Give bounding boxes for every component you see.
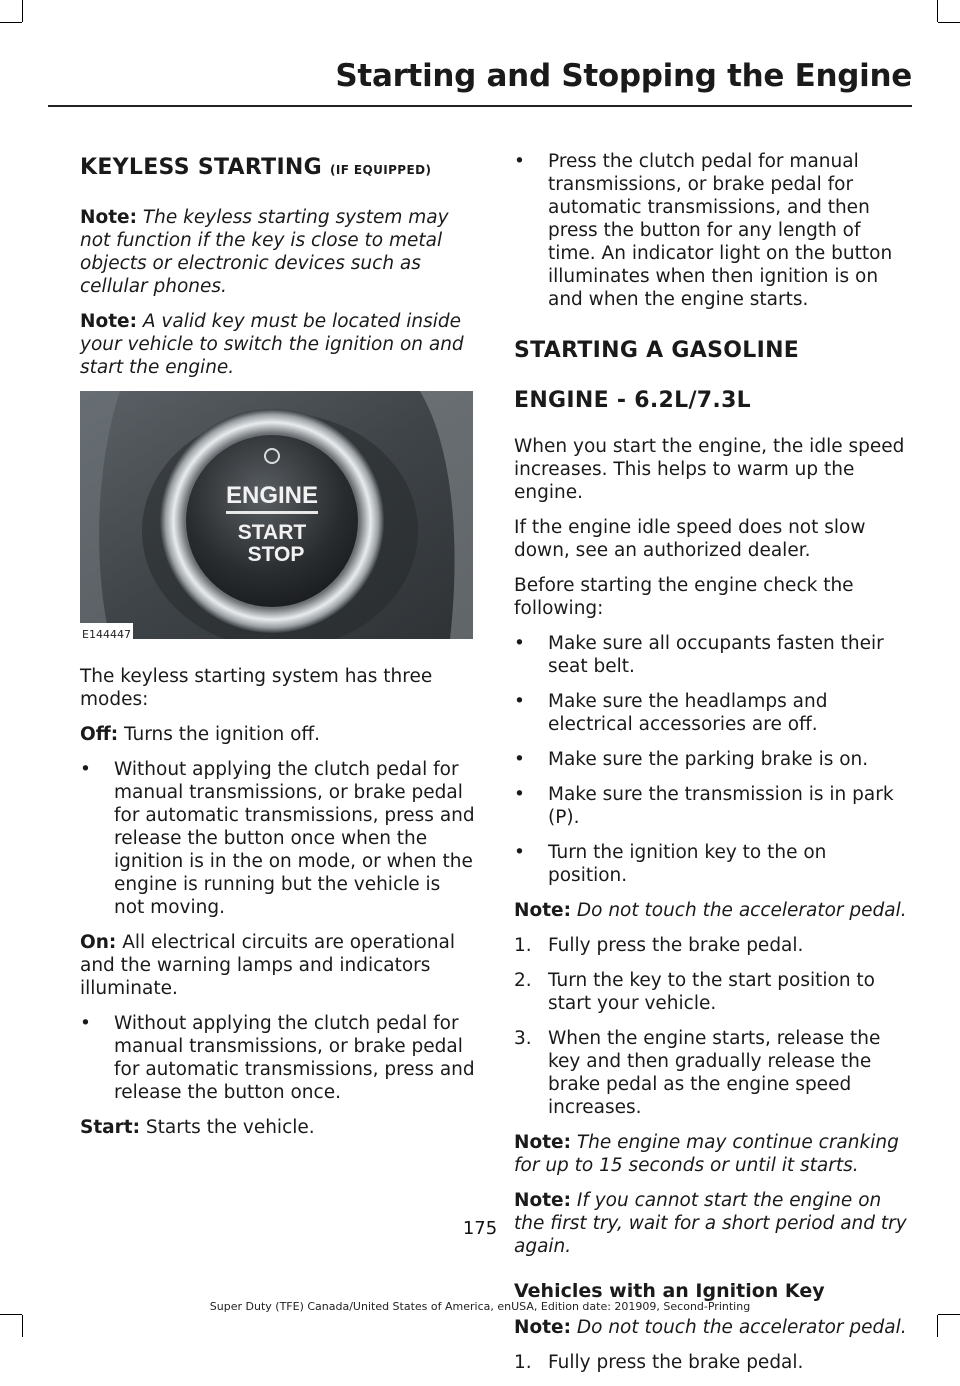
note-text: A valid key must be located inside your vehicle to switch the ignition on and start the engine.	[80, 311, 464, 378]
mode-off	[80, 723, 476, 746]
list-item: 3. When the engine starts, release the key and then gradually release the brake pedal as the engine speed increases.	[514, 1028, 881, 1118]
list-item: • Without applying the clutch pedal for manual transmissions, or brake pedal for automatic transmissions, press and release the button once.	[80, 1013, 475, 1103]
mode-label: Off:	[80, 724, 119, 745]
list-item: • Make sure the headlamps and electrical accessories are off.	[514, 691, 828, 735]
button-label-start: START	[237, 521, 307, 544]
list-item: 2. Turn the key to the start position to start your vehicle.	[514, 970, 876, 1014]
note-text: The keyless starting system may not function if the key is close to metal objects or electronic devices such as cellular phones.	[80, 207, 449, 297]
crop-mark	[938, 1314, 960, 1315]
paragraph: When you start the engine, the idle speed increases. This helps to warm up the engine.	[514, 436, 905, 503]
list-item: 1. Fully press the brake pedal.	[514, 1352, 804, 1373]
page-title: Starting and Stopping the Engine	[335, 58, 912, 94]
crop-mark	[0, 1314, 22, 1315]
note-paragraph	[80, 206, 476, 298]
left-column	[80, 150, 476, 1151]
check-list	[514, 632, 910, 887]
button-label-stop: STOP	[247, 543, 305, 566]
section-heading-gasoline: STARTING A GASOLINE ENGINE - 6.2L/7.3L	[514, 338, 800, 413]
mode-text: All electrical circuits are operational and the warning lamps and indicators illuminate.	[80, 932, 456, 999]
footer-text: Super Duty (TFE) Canada/United States of America, enUSA, Edition date: 201909, Second-Printing	[209, 1300, 751, 1313]
list-item: • Turn the ignition key to the on position.	[514, 842, 827, 886]
on-bullets	[80, 1012, 476, 1104]
crop-mark	[22, 0, 23, 22]
header-rule	[48, 105, 912, 107]
start-button-illustration	[80, 391, 473, 639]
off-bullets	[80, 758, 476, 919]
mode-label: Start:	[80, 1117, 141, 1138]
section-heading-keyless	[80, 150, 476, 188]
heading-text: KEYLESS STARTING	[80, 155, 322, 180]
paragraph: Before starting the engine check the following:	[514, 575, 854, 619]
list-item: • Make sure the transmission is in park (P).	[514, 784, 894, 828]
note-label: Note:	[80, 207, 137, 228]
note-paragraph: Note: The engine may continue cranking for up to 15 seconds or until it starts.	[514, 1132, 899, 1176]
mode-label: On:	[80, 932, 117, 953]
list-item: • Make sure the parking brake is on.	[514, 749, 869, 770]
mode-text: Starts the vehicle.	[145, 1117, 315, 1138]
list-item: • Make sure all occupants fasten their seat belt.	[514, 633, 884, 677]
crop-mark	[937, 0, 938, 22]
crop-mark	[938, 22, 960, 23]
mode-on	[80, 931, 476, 1000]
start-bullets	[514, 150, 910, 311]
crop-mark	[0, 22, 22, 23]
note-paragraph: Note: Do not touch the accelerator pedal.	[514, 1317, 907, 1338]
heading-suffix: (IF EQUIPPED)	[329, 163, 432, 177]
figure-id: E144447	[80, 623, 133, 646]
crop-mark	[22, 1315, 23, 1337]
note-paragraph: Note: If you cannot start the engine on the first try, wait for a short period and try again.	[514, 1190, 907, 1257]
list-item: • Press the clutch pedal for manual transmissions, or brake pedal for automatic transmissions, and then press the button for any length of time. An indicator light on the button illuminates when then ignition is on and when the engine starts.	[514, 151, 893, 310]
note-paragraph: Note: Do not touch the accelerator pedal.	[514, 900, 907, 921]
right-column	[514, 150, 910, 1386]
modes-intro: The keyless starting system has three modes:	[80, 666, 433, 710]
subheading-ignition-key: Vehicles with an Ignition Key	[514, 1280, 825, 1302]
paragraph: If the engine idle speed does not slow down, see an authorized dealer.	[514, 517, 866, 561]
mode-start	[80, 1116, 476, 1139]
start-button-figure	[80, 391, 473, 651]
start-steps	[514, 934, 910, 1119]
note-label: Note:	[80, 311, 137, 332]
page-number: 175	[462, 1218, 498, 1239]
button-label-engine: ENGINE	[225, 482, 319, 509]
mode-text: Turns the ignition off.	[124, 724, 321, 745]
list-item: • Without applying the clutch pedal for manual transmissions, or brake pedal for automatic transmissions, press and release the button once when the ignition is in the on mode, or when the engine is running but the vehicle is not moving.	[80, 759, 475, 918]
list-item: 1. Fully press the brake pedal.	[514, 935, 804, 956]
crop-mark	[937, 1315, 938, 1337]
note-paragraph	[80, 310, 476, 379]
key-steps	[514, 1351, 910, 1374]
